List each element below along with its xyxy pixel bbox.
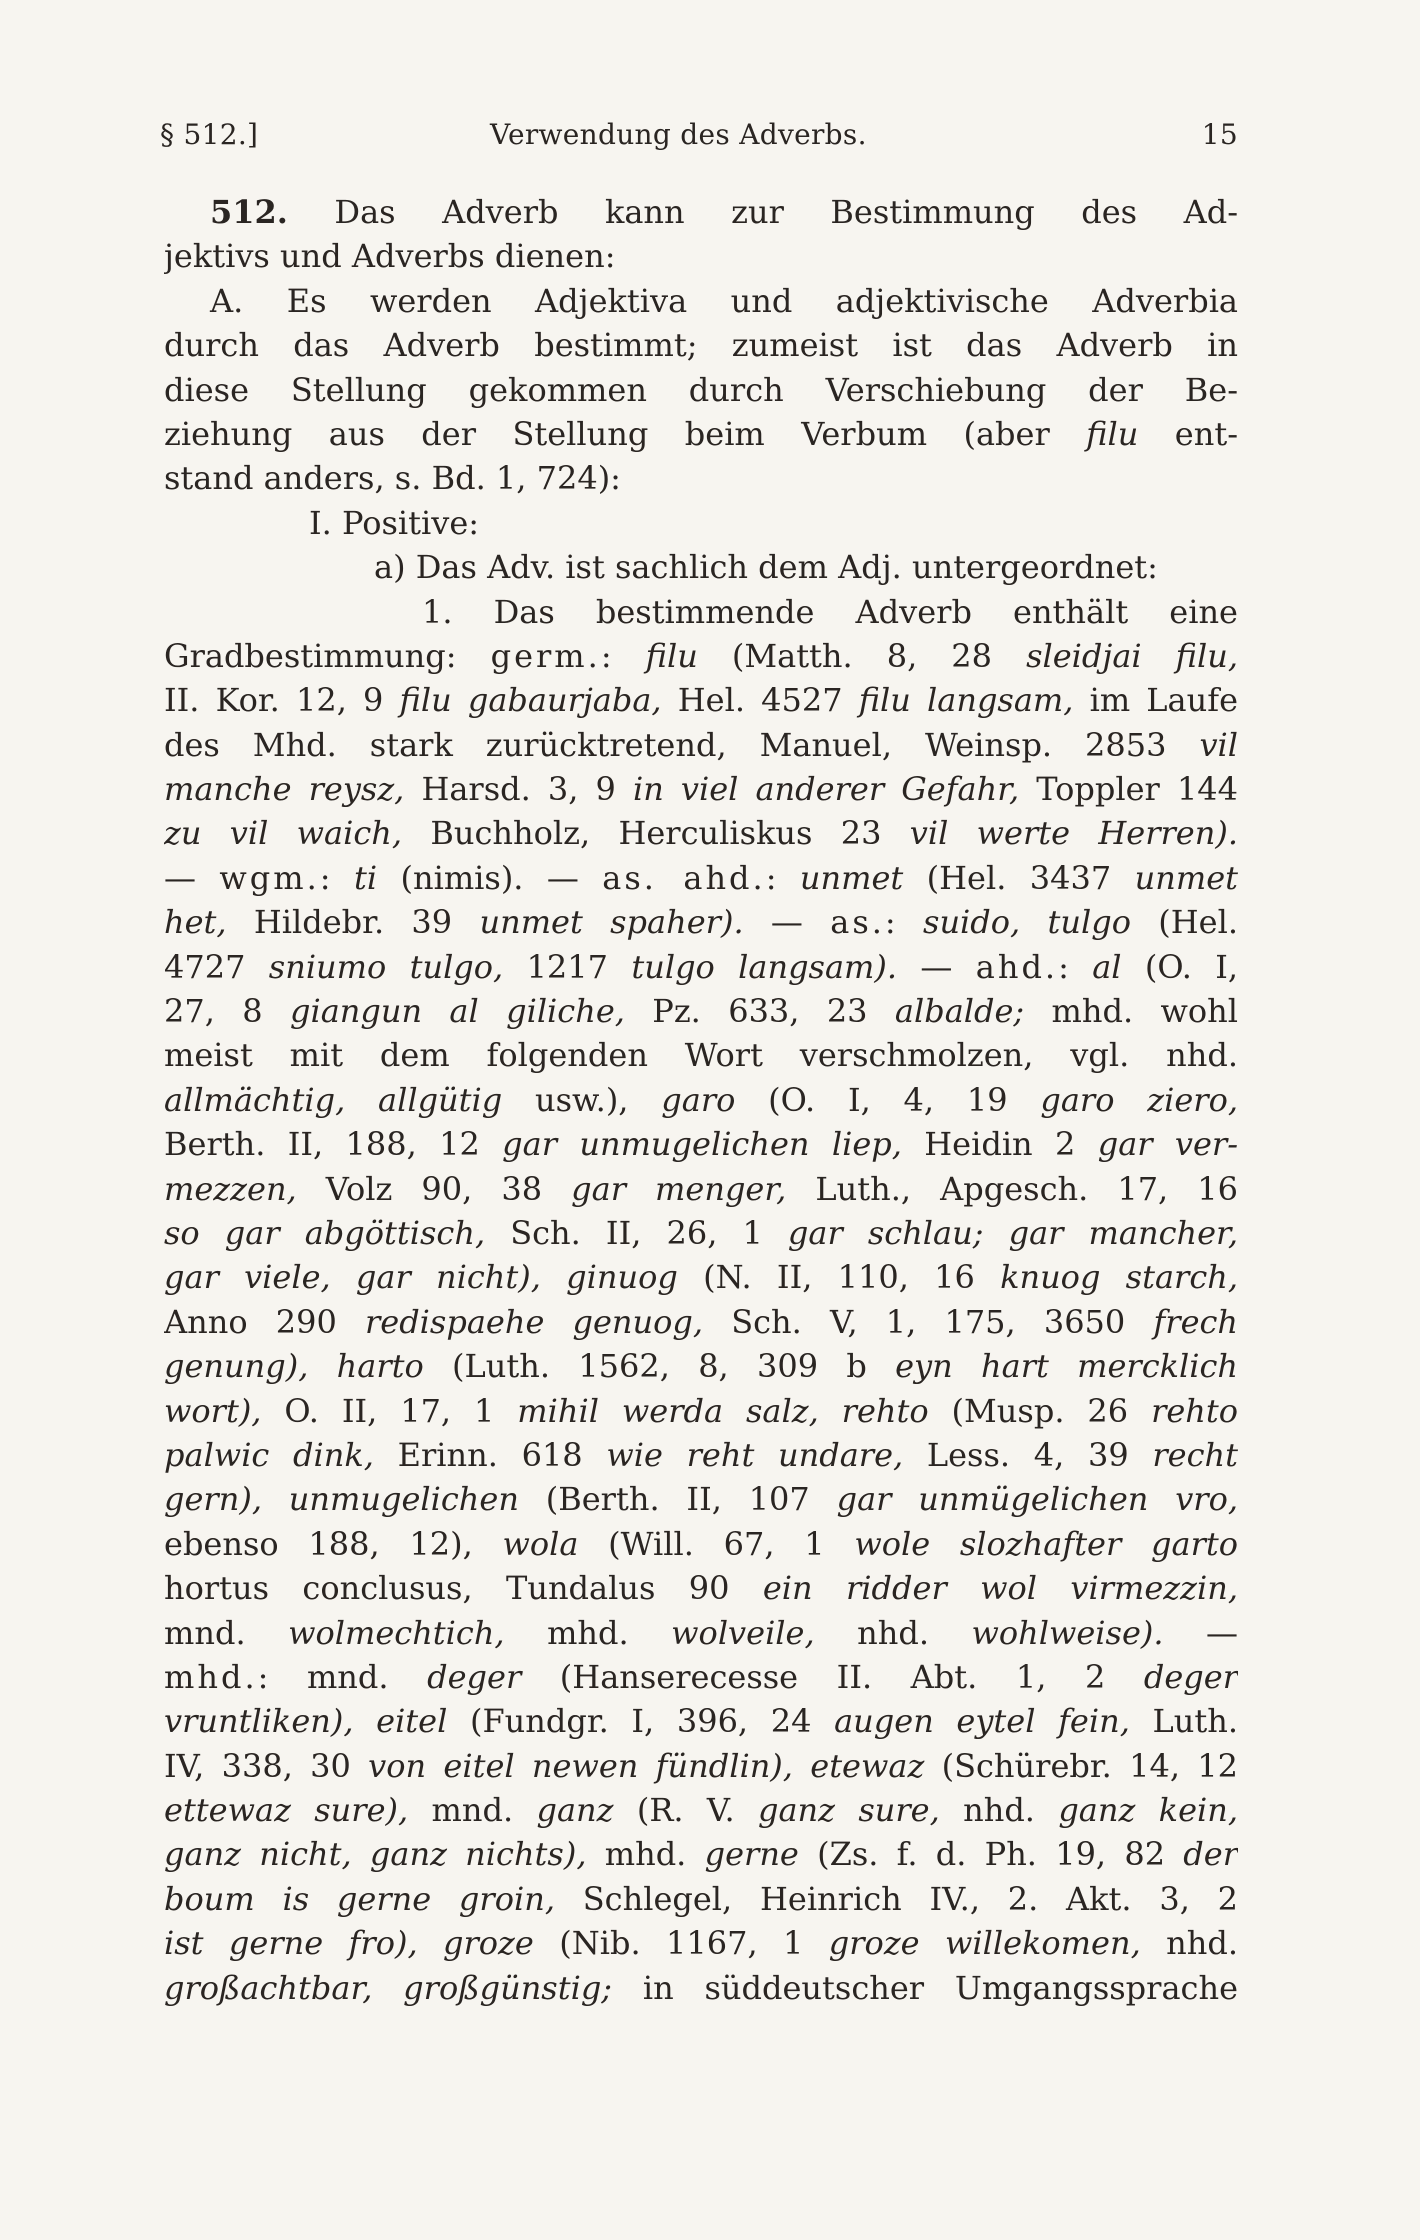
italic-text: unmet [799, 858, 904, 897]
italic-text: mihil werda salz, rehto [517, 1391, 929, 1430]
text-run: (Fundgr. I, 396, 24 [447, 1702, 835, 1741]
text-line [164, 1167, 1238, 1211]
text-run: (nimis). — [377, 858, 603, 897]
text-run: mhd. wohl [1024, 992, 1238, 1031]
italic-text: augen eytel fein, [834, 1702, 1130, 1741]
text-run: (Nib. 1167, 1 [533, 1924, 829, 1963]
section-reference: § 512.] [160, 118, 259, 151]
italic-text: wola [502, 1524, 579, 1563]
text-run: Luth., Apgesch. 17, 16 [786, 1169, 1238, 1208]
text-run: Buchholz, Herculiskus 23 [402, 814, 910, 853]
text-run: 1217 [503, 947, 632, 986]
text-run: : [765, 858, 800, 897]
italic-text: ganz sure, [757, 1791, 940, 1830]
text-run: Harsd. 3, 9 [404, 770, 633, 809]
text-line [164, 1788, 1238, 1832]
text-run: : [319, 858, 354, 897]
text-run: A. Es werden Adjektiva und adjektivische Adverbia [210, 281, 1238, 320]
text-run: (O. I, 4, 19 [735, 1080, 1041, 1119]
text-run: Erinn. 618 [373, 1435, 607, 1474]
text-run: 4727 [164, 947, 269, 986]
italic-text: in viel anderer Gefahr, [632, 770, 1020, 809]
italic-text: ettewaz sure), [164, 1791, 409, 1830]
text-run: (Schürebr. 14, 12 [924, 1746, 1238, 1785]
italic-text: redispaehe genuog, [364, 1302, 704, 1341]
running-header [160, 118, 1238, 158]
italic-text: vil [1199, 725, 1238, 764]
text-run: in süddeutscher Umgangssprache [612, 1968, 1238, 2007]
text-run: (Hel. [1130, 903, 1238, 942]
italic-text: wole slozhafter garto [854, 1524, 1238, 1563]
text-line [164, 1655, 1238, 1699]
text-run: des Mhd. stark zurücktretend, Manuel, Weinsp. 2853 [164, 725, 1200, 764]
italic-text: recht [1152, 1435, 1238, 1474]
text-run: (R. V. [613, 1791, 758, 1830]
text-line [164, 456, 1238, 500]
text-line [164, 545, 1238, 589]
text-line [164, 1566, 1238, 1610]
text-line [164, 1522, 1238, 1566]
text-run: nhd. [1140, 1924, 1238, 1963]
italic-text: tulgo langsam). [631, 947, 898, 986]
italic-text: garo [661, 1080, 736, 1119]
text-run: 27, 8 [164, 992, 290, 1031]
italic-text: mezzen, [164, 1169, 297, 1208]
text-run: nhd. [939, 1791, 1059, 1830]
text-run: IV, 338, 30 [164, 1746, 369, 1785]
text-run: Hildebr. 39 [226, 903, 480, 942]
italic-text: ein ridder wol virmezzin, [762, 1569, 1238, 1608]
italic-text: al [1092, 947, 1122, 986]
italic-text: wolveile, [671, 1613, 815, 1652]
text-run: mnd. [408, 1791, 537, 1830]
italic-text: wort), [164, 1391, 262, 1430]
italic-text: so gar abgöttisch, [164, 1213, 486, 1252]
text-run: mnd. [164, 1613, 289, 1652]
italic-text: filu [645, 636, 698, 675]
italic-text: großachtbar, großgünstig; [164, 1968, 613, 2007]
italic-text: garo ziero, [1040, 1080, 1238, 1119]
spaced-text: ahd. [975, 947, 1059, 986]
italic-text: deger [427, 1657, 522, 1696]
text-run: (Hel. 3437 [903, 858, 1135, 897]
text-run: Gradbestimmung: [164, 636, 491, 675]
text-run: ziehung aus der Stellung beim Verbum (aber [164, 414, 1087, 453]
text-line [164, 1389, 1238, 1433]
text-line [164, 1122, 1238, 1166]
body-text [164, 190, 1238, 2010]
text-line [164, 1033, 1238, 1077]
text-line [164, 1211, 1238, 1255]
text-run: Anno 290 [164, 1302, 365, 1341]
italic-text: gerne [704, 1835, 799, 1874]
text-line [164, 723, 1238, 767]
page-number: 15 [1201, 118, 1238, 151]
text-line [164, 1477, 1238, 1521]
italic-text: ist gerne fro), groze [164, 1924, 534, 1963]
text-run: : [600, 636, 646, 675]
text-line [164, 1344, 1238, 1388]
text-run: O. II, 17, 1 [261, 1391, 518, 1430]
text-line [164, 811, 1238, 855]
italic-text: het, [164, 903, 227, 942]
italic-text: ganz kein, [1058, 1791, 1238, 1830]
text-line [164, 1744, 1238, 1788]
text-line [164, 279, 1238, 323]
spaced-text: germ. [490, 636, 601, 675]
spaced-text: wgm. [219, 858, 320, 897]
text-line [164, 590, 1238, 634]
text-run: Luth. [1129, 1702, 1238, 1741]
text-run: Heidin 2 [901, 1125, 1098, 1164]
text-run: nhd. [814, 1613, 972, 1652]
text-line [164, 1255, 1238, 1299]
text-line [164, 1300, 1238, 1344]
text-run: (O. I, [1121, 947, 1238, 986]
text-line [164, 368, 1238, 412]
text-run: im Laufe [1073, 681, 1238, 720]
text-run: : [1058, 947, 1093, 986]
text-line [164, 501, 1238, 545]
text-run: Sch. V, 1, 175, 3650 [703, 1302, 1154, 1341]
italic-text: gar menger, [571, 1169, 787, 1208]
text-run: stand anders, s. Bd. 1, 724): [164, 459, 621, 498]
italic-text: allmächtig, allgütig [164, 1080, 503, 1119]
text-run: (Luth. 1562, 8, 309 b [423, 1347, 896, 1386]
italic-text: albalde; [894, 992, 1025, 1031]
text-run: diese Stellung gekommen durch Verschiebung der Be- [164, 370, 1238, 409]
running-title: Verwendung des Adverbs. [490, 118, 867, 151]
italic-text: vruntliken), eitel [164, 1702, 448, 1741]
text-run: ent- [1138, 414, 1238, 453]
text-run: mhd. [504, 1613, 672, 1652]
text-line [164, 1078, 1238, 1122]
text-line [164, 1699, 1238, 1743]
italic-text: gar ver- [1097, 1125, 1238, 1164]
italic-text: groze willekomen, [828, 1924, 1141, 1963]
italic-text: gar viele, gar nicht), ginuog [164, 1258, 678, 1297]
italic-text: gar schlau; gar mancher, [787, 1213, 1238, 1252]
text-run: (Will. 67, 1 [578, 1524, 855, 1563]
italic-text: genung), harto [164, 1347, 424, 1386]
text-line [164, 1832, 1238, 1876]
italic-text: filu [1086, 414, 1139, 453]
italic-text: ganz nicht, ganz nichts), [164, 1835, 587, 1874]
text-run: mhd. [586, 1835, 705, 1874]
text-run: a) Das Adv. ist sachlich dem Adj. untergeordnet: [374, 548, 1158, 587]
text-run: — [1163, 1613, 1238, 1652]
text-run: — [897, 947, 976, 986]
text-line [164, 234, 1238, 278]
text-run: Schlegel, Heinrich IV., 2. Akt. 3, 2 [554, 1879, 1238, 1918]
text-run: II. Kor. 12, 9 [164, 681, 400, 720]
italic-text: unmet [1134, 858, 1238, 897]
italic-text: sniumo tulgo, [268, 947, 504, 986]
italic-text: palwic dink, [164, 1435, 374, 1474]
italic-text: sleidjai filu, [1026, 636, 1238, 675]
text-line [164, 1921, 1238, 1965]
italic-text: giangun al giliche, [289, 992, 625, 1031]
italic-text: suido, tulgo [923, 903, 1131, 942]
italic-text: frech [1153, 1302, 1238, 1341]
spaced-text: as. ahd. [602, 858, 766, 897]
text-line [164, 1611, 1238, 1655]
text-line [164, 323, 1238, 367]
text-run: meist mit dem folgenden Wort verschmolzen, vgl. nhd. [164, 1036, 1238, 1075]
text-run: (Hanserecesse II. Abt. 1, 2 [521, 1657, 1144, 1696]
text-run: 1. Das bestimmende Adverb enthält eine [422, 592, 1238, 631]
italic-text: knuog starch, [1000, 1258, 1238, 1297]
italic-text: gar unmügelichen vro, [836, 1480, 1238, 1519]
text-run: ebenso 188, 12), [164, 1524, 503, 1563]
text-run: Volz 90, 38 [296, 1169, 572, 1208]
italic-text: rehto [1151, 1391, 1238, 1430]
text-line [164, 634, 1238, 678]
italic-text: manche reysz, [164, 770, 405, 809]
italic-text: boum is gerne groin, [164, 1879, 555, 1918]
text-line [164, 856, 1238, 900]
text-run: Das Adverb kann zur Bestimmung des Ad- [287, 193, 1238, 231]
text-run: I. Positive: [309, 503, 480, 542]
text-run: usw.), [502, 1080, 662, 1119]
italic-text: wohlweise). [971, 1613, 1164, 1652]
text-line [164, 1877, 1238, 1921]
text-run: Toppler 144 [1019, 770, 1238, 809]
italic-text: filu langsam, [858, 681, 1074, 720]
text-line [164, 767, 1238, 811]
text-line [164, 190, 1238, 234]
text-run: hortus conclusus, Tundalus 90 [164, 1569, 763, 1608]
text-run: (Matth. 8, 28 [697, 636, 1027, 675]
text-line [164, 989, 1238, 1033]
text-run: : [884, 903, 924, 942]
text-run: Less. 4, 39 [903, 1435, 1153, 1474]
text-run: Sch. II, 26, 1 [485, 1213, 788, 1252]
text-run: Pz. 633, 23 [624, 992, 895, 1031]
italic-text: von eitel newen fündlin), etewaz [368, 1746, 925, 1785]
text-run: — [743, 903, 831, 942]
text-line [164, 412, 1238, 456]
text-run: (Berth. II, 107 [518, 1480, 837, 1519]
text-line [164, 945, 1238, 989]
text-line [164, 1966, 1238, 2010]
italic-text: der [1183, 1835, 1238, 1874]
text-run: Berth. II, 188, 12 [164, 1125, 503, 1164]
spaced-text: as. [830, 903, 885, 942]
section-number: 512. [210, 193, 288, 231]
italic-text: unmet spaher). [479, 903, 744, 942]
italic-text: eyn hart mercklich [895, 1347, 1238, 1386]
italic-text: ti [353, 858, 378, 897]
italic-text: gern), unmugelichen [164, 1480, 519, 1519]
text-run: durch das Adverb bestimmt; zumeist ist das Adverb in [164, 326, 1238, 365]
text-run: (Zs. f. d. Ph. 19, 82 [798, 1835, 1184, 1874]
text-line [164, 900, 1238, 944]
italic-text: filu gabaurjaba, [399, 681, 662, 720]
text-run: : mnd. [257, 1657, 428, 1696]
text-run: (Musp. 26 [928, 1391, 1152, 1430]
italic-text: gar unmugelichen liep, [502, 1125, 902, 1164]
text-line [164, 1433, 1238, 1477]
italic-text: zu vil waich, [164, 814, 403, 853]
text-run: — [164, 858, 220, 897]
text-run: Hel. 4527 [661, 681, 859, 720]
italic-text: wolmechtich, [288, 1613, 505, 1652]
italic-text: wie reht undare, [606, 1435, 904, 1474]
spaced-text: mhd. [164, 1657, 258, 1696]
italic-text: ganz [536, 1791, 614, 1830]
text-line [164, 678, 1238, 722]
text-run: jektivs und Adverbs dienen: [164, 237, 616, 276]
italic-text: deger [1143, 1657, 1238, 1696]
italic-text: vil werte Herren). [909, 814, 1238, 853]
text-run: (N. II, 110, 16 [677, 1258, 1001, 1297]
